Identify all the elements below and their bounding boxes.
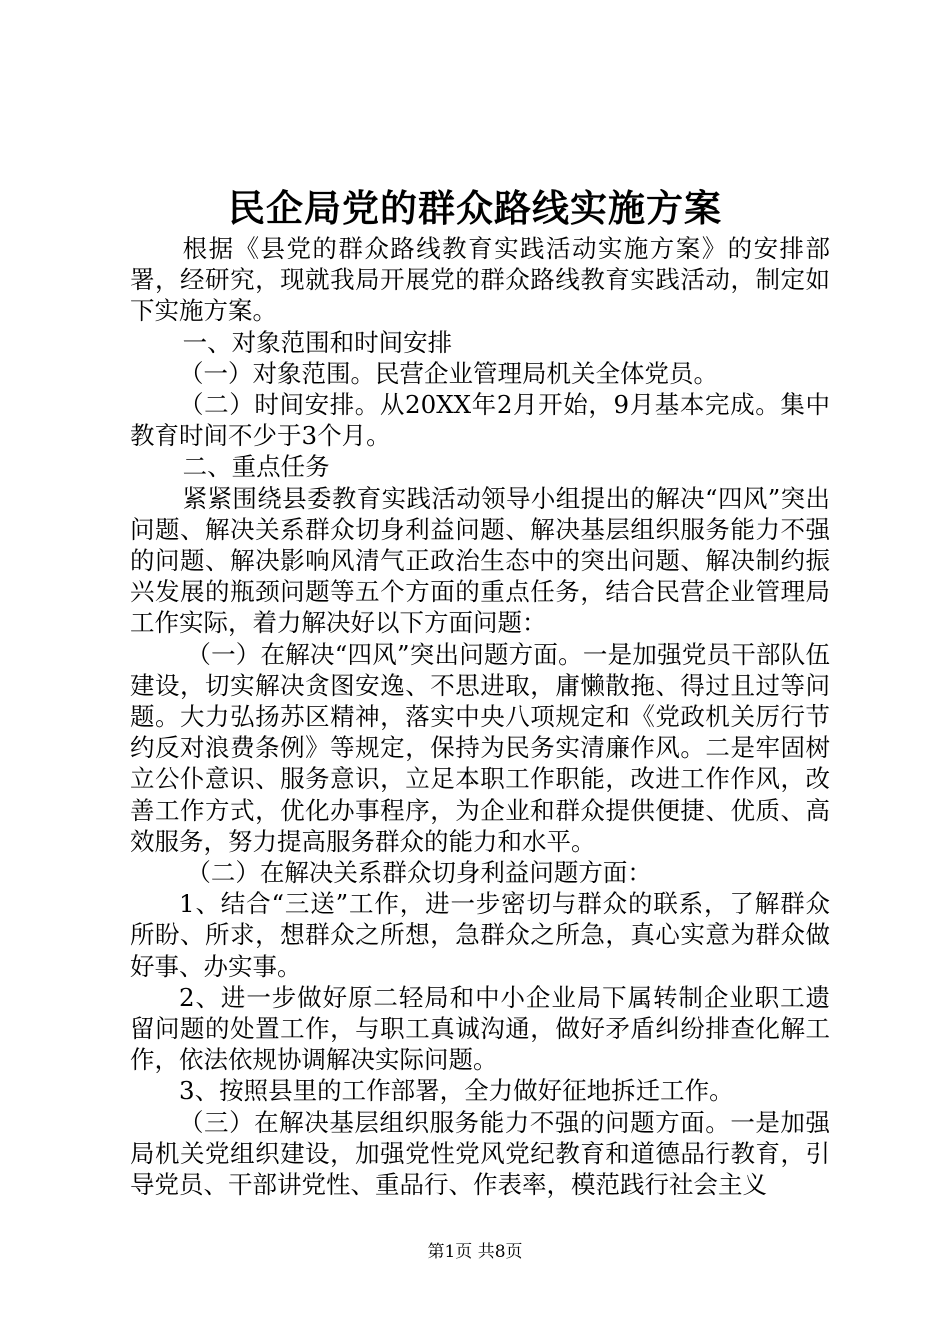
paragraph: （二）时间安排。从20XX年2月开始，9月基本完成。集中教育时间不少于3个月。 xyxy=(130,390,830,451)
paragraph: 2、进一步做好原二轻局和中小企业局下属转制企业职工遗留问题的处置工作，与职工真诚沟通，做好矛盾纠纷排查化解工作，依法依规协调解决实际问题。 xyxy=(130,982,830,1075)
paragraph: （二）在解决关系群众切身利益问题方面： xyxy=(186,858,652,888)
paragraph: 3、按照县里的工作部署，全力做好征地拆迁工作。 xyxy=(179,1076,734,1106)
document-body xyxy=(130,233,830,1200)
paragraph: （一）在解决“四风”突出问题方面。一是加强党员干部队伍建设，切实解决贪图安逸、不思进取，庸懒散拖、得过且过等问题。大力弘扬苏区精神，落实中央八项规定和《党政机关厉行节约反对浪费条例》等规定，保持为民务实清廉作风。二是牢固树立公仆意识、服务意识，立足本职工作职能，改进工作作风，改善工作方式，优化办事程序，为企业和群众提供便捷、优质、高效服务，努力提高服务群众的能力和水平。 xyxy=(130,639,830,856)
page-footer: 第1页 共8页 xyxy=(427,1242,523,1262)
paragraph: （一）对象范围。民营企业管理局机关全体党员。 xyxy=(179,358,718,388)
section-heading: 一、对象范围和时间安排 xyxy=(182,327,453,357)
paragraph: 紧紧围绕县委教育实践活动领导小组提出的解决“四风”突出问题、解决关系群众切身利益问题、解决基层组织服务能力不强的问题、解决影响风清气正政治生态中的突出问题、解决制约振兴发展的瓶颈问题等五个方面的重点任务，结合民营企业管理局工作实际，着力解决好以下方面问题： xyxy=(130,483,830,638)
paragraph: 1、结合“三送”工作，进一步密切与群众的联系，了解群众所盼、所求，想群众之所想，急群众之所急，真心实意为群众做好事、办实事。 xyxy=(130,889,830,981)
paragraph: 根据《县党的群众路线教育实践活动实施方案》的安排部署，经研究，现就我局开展党的群众路线教育实践活动，制定如下实施方案。 xyxy=(130,234,830,326)
document-title: 民企局党的群众路线实施方案 xyxy=(228,186,722,230)
paragraph: （三）在解决基层组织服务能力不强的问题方面。一是加强局机关党组织建设，加强党性党风党纪教育和道德品行教育，引导党员、干部讲党性、重品行、作表率，模范践行社会主义 xyxy=(130,1107,830,1200)
section-heading: 二、重点任务 xyxy=(182,452,330,482)
